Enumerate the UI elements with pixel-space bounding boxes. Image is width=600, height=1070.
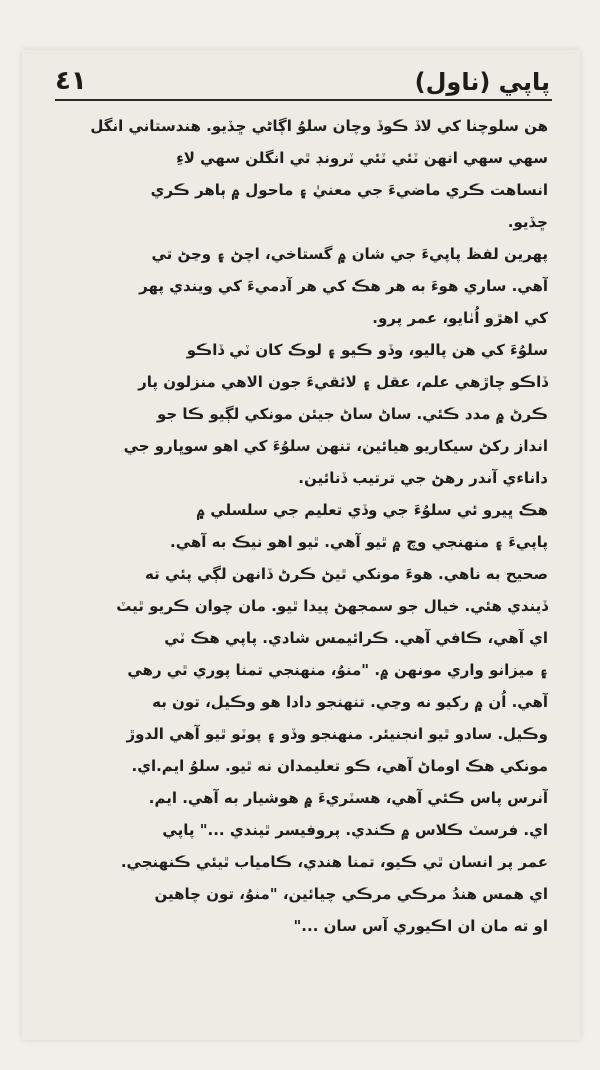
text-line: پاپيءَ ۽ منهنجي وچ ۾ ٿيو آهي. ٿيو اهو نيڪ به آهي. <box>170 533 548 551</box>
text-line: داناءي آندر رهڻ جي ترتيب ڏنائين. <box>298 469 548 487</box>
header-rule <box>55 99 552 101</box>
text-line: هن سلوچنا کي لاڏ ڪوڏ وچان سلوُ اڳاڻي ڇڏيو. هندستاني انگل <box>90 117 548 135</box>
paragraph <box>58 494 548 942</box>
text-line: آهي. ساري هوءَ به هر هڪ کي هر آدميءَ کي ويندي پهر <box>139 277 548 295</box>
paragraph <box>58 238 548 334</box>
text-line: انداز رکڻ سيکاريو هيائين، تنهن سلوُءَ کي اهو سوڀارو جي <box>123 437 548 455</box>
text-line: کي اهڙو اُٺايو، عمر پرو. <box>372 309 548 327</box>
text-line: ڏيندي هئي. خيال جو سمجهڻ پيدا ٿيو. مان چوان ڪريو ٿيٽ <box>116 597 548 615</box>
text-line: آنرس پاس ڪئي آهي، هسٽريءَ ۾ هوشيار به آهي. ايم. <box>148 789 548 807</box>
text-line: عمر پر انسان ٿي ڪيو، تمنا هندي، ڪامياب ٿيئي ڪنهنجي. <box>120 853 548 871</box>
text-line: اي آهي، ڪافي آهي. ڪرائيمس شادي. پاپي هڪ ٽي <box>164 629 548 647</box>
text-line: اي. فرسٽ ڪلاس ۾ ڪندي. پروفيسر ٿيندي ..." پاپي <box>162 821 548 839</box>
paragraph <box>58 110 548 238</box>
text-line: ڇڏيو. <box>507 213 548 231</box>
text-line: ڏاڪو چاڙهي علم، عقل ۽ لائقيءَ جون الاهي منزلون پار <box>138 373 548 391</box>
text-line: انساهت ڪري ماضيءَ جي معنيٰ ۽ ماحول ۾ ٻاهر ڪري <box>150 181 548 199</box>
text-line: او ته مان ان اڪيوري آس سان ..." <box>293 917 548 935</box>
text-line: وڪيل. سادو ٿيو انجنيئر. منهنجو وڏو ۽ پوٽو ٿيو آهي الدوڙ <box>126 725 548 743</box>
text-line: مونکي هڪ اوماڻ آهي، ڪو تعليمدان نه ٿيو. سلوُ ايم.اي. <box>131 757 548 775</box>
text-line: هڪ ڀيرو ئي سلوُءَ جي وڏي تعليم جي سلسلي ۾ <box>196 501 548 519</box>
paragraph <box>58 334 548 494</box>
text-line: آهي. اُن ۾ رکيو نه وڃي. تنهنجو دادا هو وڪيل، تون به <box>152 693 548 711</box>
text-line: اي همس هندُ مرڪي مرڪي چيائين، "منوُ، تون چاهين <box>154 885 548 903</box>
text-line: صحيح به ناهي. هوءَ مونکي ٿيڻ ڪرڻ ڏانهن لڳي پئي ته <box>145 565 548 583</box>
running-title: پاپي (ناول) <box>414 68 550 96</box>
page-number: ٤١ <box>55 66 87 96</box>
text-line: ڪرڻ ۾ مدد ڪئي. ساڻ ساڻ جيئن مونکي لڳيو ڪا جو <box>157 405 548 423</box>
text-line: ۽ ميزانو واري مونهن ۾. "منوُ، منهنجي تمنا پوري ٿي رهي <box>127 661 548 679</box>
text-line: پهرين لفظ پاپيءَ جي شان ۾ گستاخي، اچڻ ۽ وڃڻ تي <box>151 245 548 263</box>
text-line: سهي سهي انهن ٽئي ٽئي ٽرونڊ ٿي انگلن سهي لاءِ <box>176 149 548 167</box>
page-header <box>55 64 550 96</box>
text-line: سلوُءَ کي هن پاليو، وڏو ڪيو ۽ لوڪ کان ٽي ڏاڪو <box>186 341 548 359</box>
body-text <box>58 110 548 942</box>
